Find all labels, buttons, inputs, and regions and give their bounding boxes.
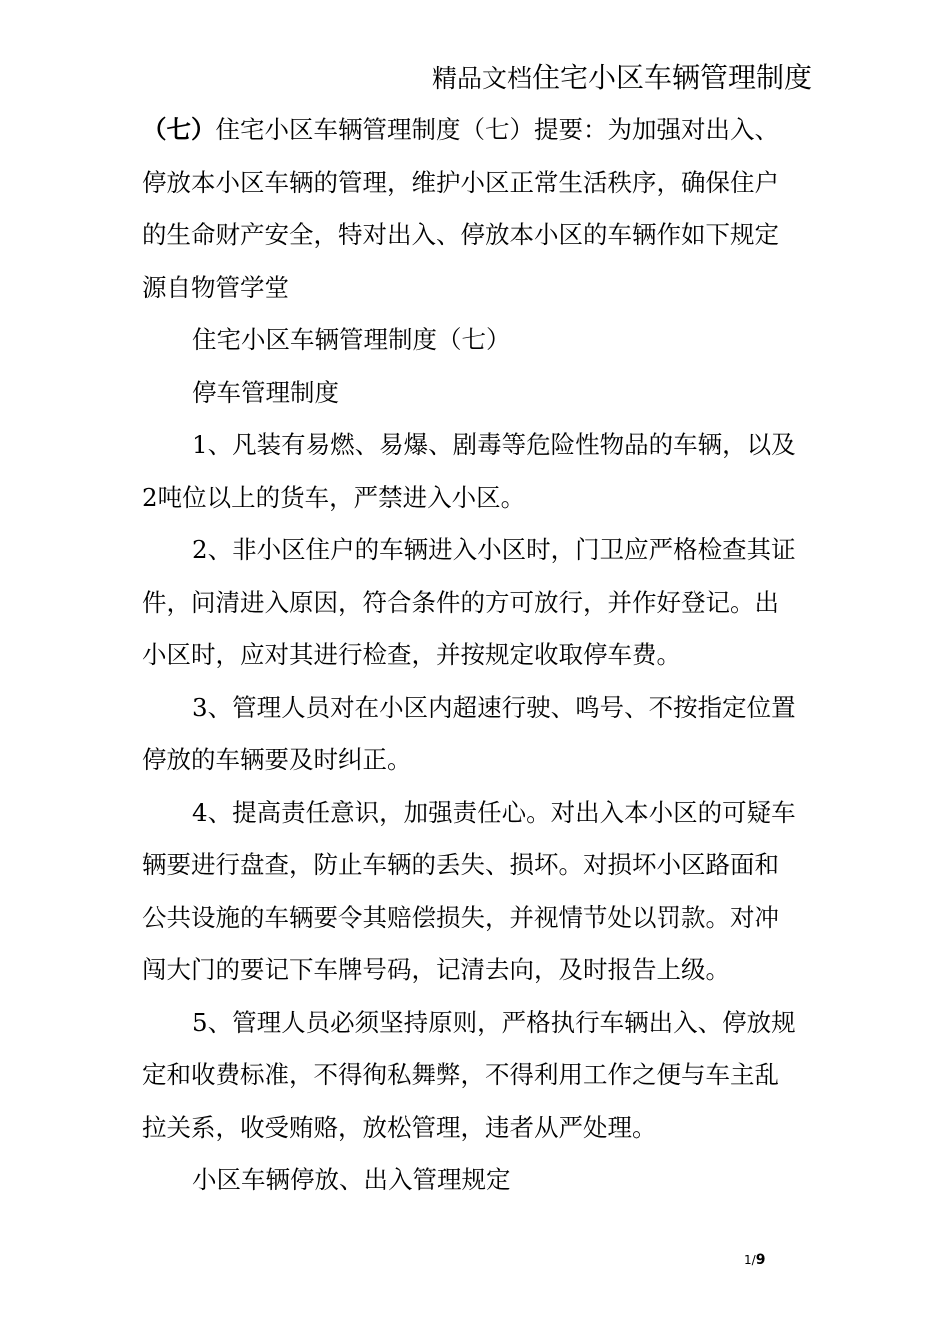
document-body: [142, 104, 822, 1207]
body-line: 小区时，应对其进行检查，并按规定收取停车费。: [142, 640, 681, 669]
body-line: 公共设施的车辆要令其赔偿损失，并视情节处以罚款。对冲: [142, 902, 779, 932]
body-line: 2吨位以上的货车，严禁进入小区。: [142, 482, 526, 512]
body-line: 定和收费标准，不得徇私舞弊，不得利用工作之便与车主乱: [142, 1060, 779, 1089]
intro-line: [142, 104, 822, 157]
intro-lead: （七）: [142, 115, 216, 144]
body-line: 闯大门的要记下车牌号码，记清去向，及时报告上级。: [142, 955, 730, 984]
rule-item-3: 3、管理人员对在小区内超速行驶、鸣号、不按指定位置: [192, 692, 796, 722]
page-total: 9: [755, 1252, 766, 1268]
body-line: 停放本小区车辆的管理，维护小区正常生活秩序，确保住户: [142, 167, 779, 197]
rule-item-5: 5、管理人员必须坚持原则，严格执行车辆出入、停放规: [192, 1007, 796, 1037]
page-number: [744, 1252, 765, 1268]
section-heading: 小区车辆停放、出入管理规定: [192, 1165, 511, 1194]
page-current: 1/: [744, 1253, 756, 1267]
section-heading: 住宅小区车辆管理制度（七）: [192, 325, 511, 354]
header-prefix: 精品文档: [431, 64, 532, 93]
section-subheading: 停车管理制度: [192, 377, 339, 407]
body-line: 源自物管学堂: [142, 272, 289, 302]
body-line: 的生命财产安全，特对出入、停放本小区的车辆作如下规定: [142, 220, 779, 249]
rule-item-1: 1、凡装有易燃、易爆、剧毒等危险性物品的车辆，以及: [192, 430, 796, 459]
body-line: 件，问清进入原因，符合条件的方可放行，并作好登记。出: [142, 587, 779, 617]
rule-item-2: 2、非小区住户的车辆进入小区时，门卫应严格检查其证: [192, 535, 796, 564]
rule-item-4: 4、提高责任意识，加强责任心。对出入本小区的可疑车: [192, 797, 796, 827]
body-line: 拉关系，收受贿赂，放松管理，违者从严处理。: [142, 1112, 657, 1142]
body-line: 停放的车辆要及时纠正。: [142, 745, 412, 774]
intro-text: 住宅小区车辆管理制度（七）提要：为加强对出入、: [215, 115, 779, 144]
body-line: 辆要进行盘查，防止车辆的丢失、损坏。对损坏小区路面和: [142, 850, 779, 879]
page-header: [432, 60, 812, 100]
document-title: 住宅小区车辆管理制度: [531, 61, 812, 94]
